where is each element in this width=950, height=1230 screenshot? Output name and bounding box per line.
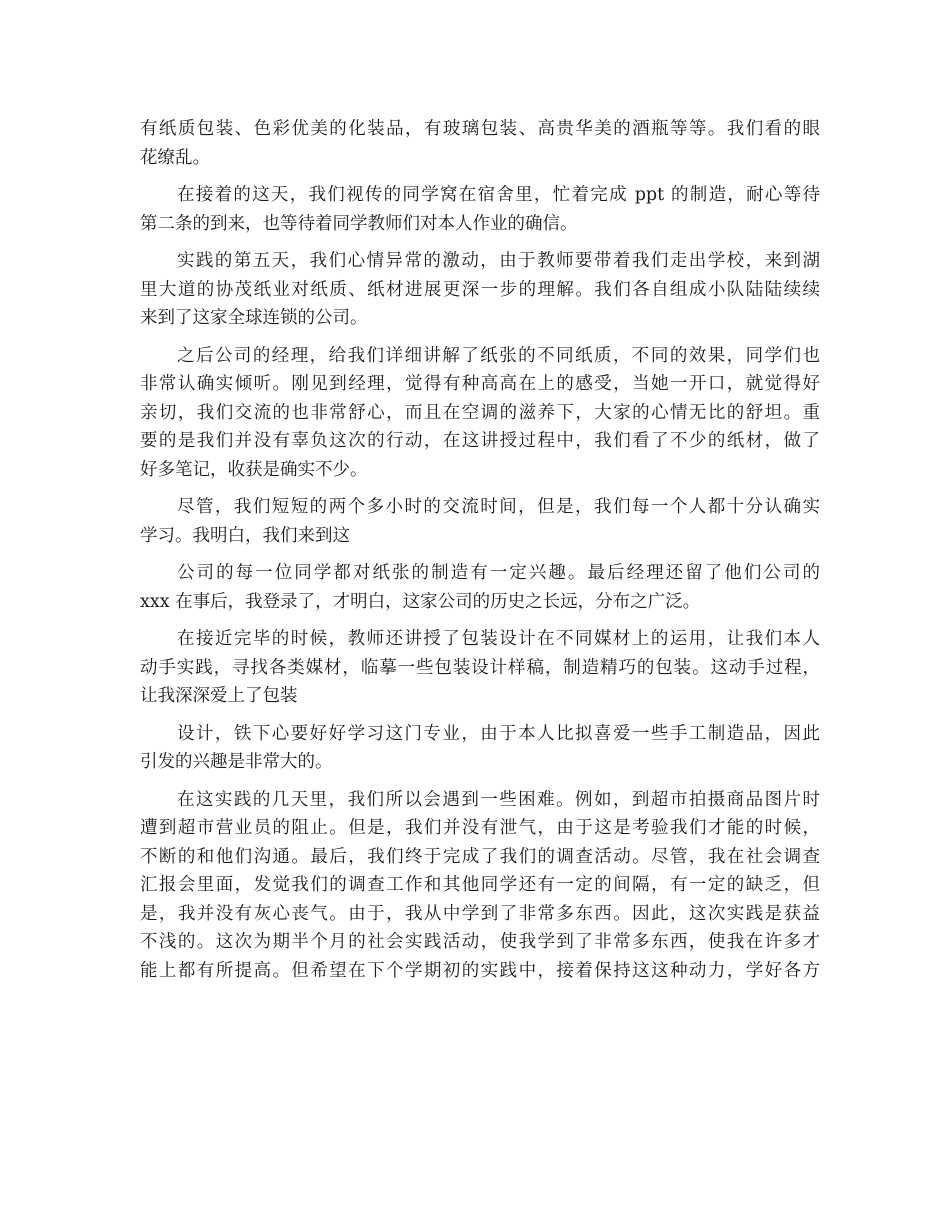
text-line: 实践的第五天，我们心情异常的激动，由于教师要带着我们走出学校，来到湖 (177, 251, 820, 271)
paragraph-gap (140, 550, 820, 559)
paragraph-gap (140, 172, 820, 181)
text-line: 遭到超市营业员的阻止。但是，我们并没有泄气，由于这是考验我们才能的时候， (140, 818, 820, 838)
text-line: 第二条的到来，也等待着同学教师们对本人作业的确信。 (140, 213, 578, 234)
paragraph (140, 493, 820, 550)
text-line: 亲切，我们交流的也非常舒心，而且在空调的滋养下，大家的心情无比的舒坦。重 (140, 402, 820, 423)
text-line: 不浅的。这次为期半个月的社会实践活动，使我学到了非常多东西，使我在许多才 (140, 932, 820, 952)
text-line: 不断的和他们沟通。最后，我们终于完成了我们的调查活动。尽管，我在社会调查 (140, 846, 820, 867)
paragraph (140, 181, 820, 238)
text-line: 花缭乱。 (140, 147, 210, 168)
text-line: xxx 在事后，我登录了，才明白，这家公司的历史之长远，分布之广泛。 (140, 591, 701, 612)
text-line: 在接着的这天，我们视传的同学窝在宿舍里，忙着完成 ppt 的制造，耐心等待 (177, 185, 820, 205)
text-line: 是，我并没有灰心丧气。由于，我从中学到了非常多东西。因此，这次实践是获益 (140, 903, 820, 924)
paragraph-gap (140, 484, 820, 493)
paragraph (140, 720, 820, 777)
text-line: 公司的每一位同学都对纸张的制造有一定兴趣。最后经理还留了他们公司的 (177, 563, 820, 583)
text-line: 动手实践，寻找各类媒材，临摹一些包装设计样稿，制造精巧的包装。这动手过程， (140, 657, 820, 678)
text-line: 让我深深爱上了包装 (140, 686, 298, 706)
paragraph (140, 342, 820, 485)
paragraph (140, 786, 820, 986)
paragraph-gap (140, 711, 820, 720)
text-line: 尽管，我们短短的两个多小时的交流时间，但是，我们每一个人都十分认确实 (177, 497, 820, 517)
text-line: 好多笔记，收获是确实不少。 (140, 459, 368, 480)
text-line: 里大道的协茂纸业对纸质、纸材进展更深一步的理解。我们各自组成小队陆陆续续 (140, 279, 820, 300)
text-line: 在接近完毕的时候，教师还讲授了包装设计在不同媒材上的运用，让我们本人 (177, 629, 820, 649)
document-body (140, 115, 820, 985)
text-line: 非常认确实倾听。刚见到经理，觉得有种高高在上的感受，当她一开口，就觉得好 (140, 374, 820, 394)
text-line: 汇报会里面，发觉我们的调查工作和其他同学还有一定的间隔，有一定的缺乏，但 (140, 875, 820, 895)
paragraph (140, 247, 820, 333)
paragraph-gap (140, 616, 820, 625)
text-line: 引发的兴趣是非常大的。 (140, 752, 333, 772)
text-line: 学习。我明白，我们来到这 (140, 525, 350, 546)
paragraph-gap (140, 777, 820, 786)
paragraph-gap (140, 238, 820, 247)
text-line: 设计，铁下心要好好学习这门专业，由于本人比拟喜爱一些手工制造品，因此 (177, 723, 820, 744)
paragraph (140, 115, 820, 172)
text-line: 能上都有所提高。但希望在下个学期初的实践中，接着保持这这种动力，学好各方 (140, 960, 820, 981)
text-line: 在这实践的几天里，我们所以会遇到一些困难。例如，到超市拍摄商品图片时 (177, 789, 820, 810)
paragraph (140, 625, 820, 711)
text-line: 要的是我们并没有辜负这次的行动，在这讲授过程中，我们看了不少的纸材，做了 (140, 431, 820, 451)
text-line: 有纸质包装、色彩优美的化装品，有玻璃包装、高贵华美的酒瓶等等。我们看的眼 (140, 119, 820, 139)
text-line: 来到了这家全球连锁的公司。 (140, 308, 368, 328)
paragraph (140, 559, 820, 616)
paragraph-gap (140, 333, 820, 342)
text-line: 之后公司的经理，给我们详细讲解了纸张的不同纸质，不同的效果，同学们也 (177, 345, 820, 366)
